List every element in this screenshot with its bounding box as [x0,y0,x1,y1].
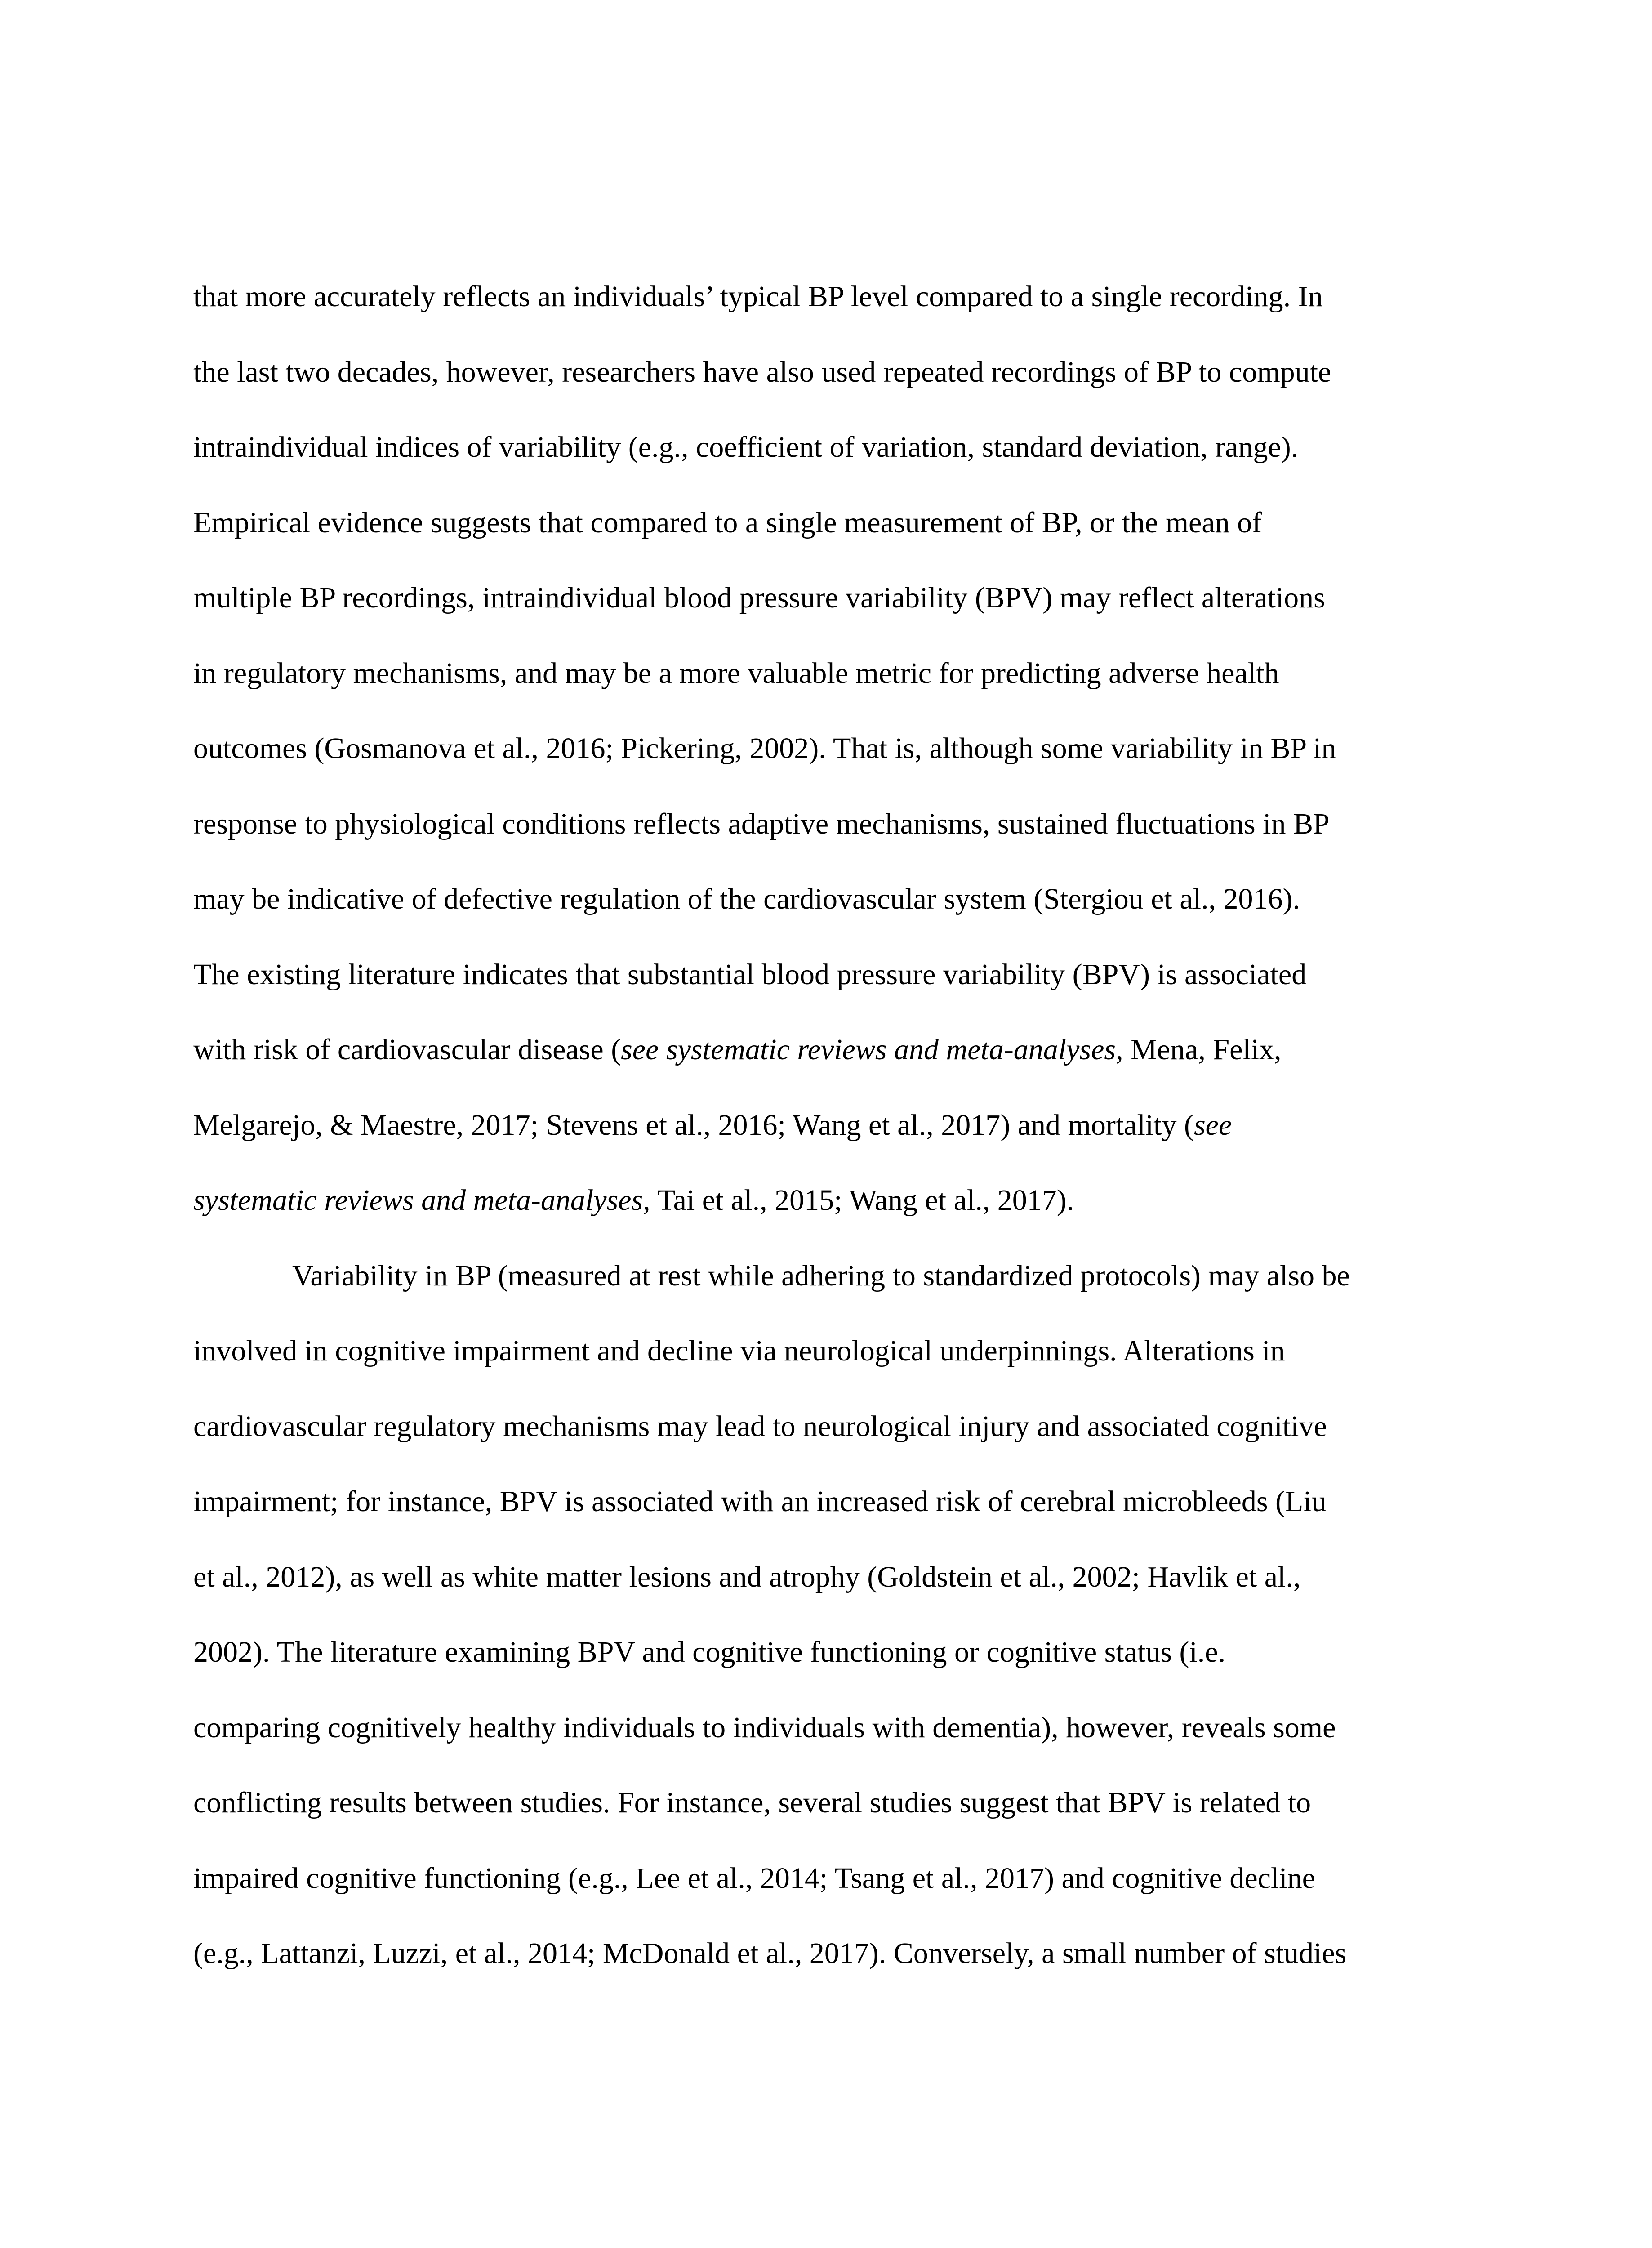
text-line [193,1936,1346,1971]
text-run: multiple BP recordings, intraindividual blood pressure variability (BPV) may reflect alterations [193,581,1325,614]
text-line [193,1032,1282,1068]
text-run: comparing cognitively healthy individuals to individuals with dementia), however, reveals some [193,1711,1336,1744]
text-line [193,1409,1327,1445]
text-run: , Mena, Felix, [1116,1033,1282,1066]
text-run: impaired cognitive functioning (e.g., Lee et al., 2014; Tsang et al., 2017) and cognitive decline [193,1861,1315,1895]
text-line [193,957,1306,993]
text-run: involved in cognitive impairment and decline via neurological underpinnings. Alterations in [193,1334,1285,1367]
text-line [193,1484,1327,1520]
text-run: intraindividual indices of variability (e.g., coefficient of variation, standard deviation, range). [193,431,1299,464]
text-run: may be indicative of defective regulation of the cardiovascular system (Stergiou et al., 2016). [193,883,1300,915]
text-run: with risk of cardiovascular disease ( [193,1033,621,1066]
text-line [193,806,1330,842]
italic-text: see systematic reviews and meta-analyses [621,1033,1116,1066]
text-line [193,1182,1074,1218]
text-line [193,1634,1225,1670]
text-line [193,1785,1311,1821]
text-line [193,731,1336,767]
text-line [193,429,1298,465]
text-line [193,1107,1232,1143]
italic-text: see [1193,1108,1232,1142]
text-run: that more accurately reflects an individuals’ typical BP level compared to a single recording. In [193,280,1323,313]
text-run: (e.g., Lattanzi, Luzzi, et al., 2014; McDonald et al., 2017). Conversely, a small number of studies [193,1937,1347,1970]
text-line [193,881,1300,917]
text-run: Melgarejo, & Maestre, 2017; Stevens et al., 2016; Wang et al., 2017) and mortality ( [193,1108,1194,1142]
text-line [193,656,1279,691]
text-run: Empirical evidence suggests that compared to a single measurement of BP, or the mean of [193,506,1262,539]
text-run: response to physiological conditions reflects adaptive mechanisms, sustained fluctuations in BP [193,807,1330,840]
text-line [193,1559,1300,1595]
text-run: outcomes (Gosmanova et al., 2016; Pickering, 2002). That is, although some variability in BP in [193,732,1336,765]
text-line [193,354,1331,390]
text-run: Variability in BP (measured at rest while adhering to standardized protocols) may also be [292,1259,1350,1292]
text-line [193,279,1323,315]
italic-text: systematic reviews and meta-analyses [193,1184,643,1217]
text-line [193,580,1325,616]
text-run: cardiovascular regulatory mechanisms may lead to neurological injury and associated cognitive [193,1409,1327,1443]
text-run: impairment; for instance, BPV is associated with an increased risk of cerebral microbleeds (Liu [193,1485,1327,1518]
text-run: et al., 2012), as well as white matter lesions and atrophy (Goldstein et al., 2002; Havlik et al., [193,1560,1301,1593]
text-run: the last two decades, however, researchers have also used repeated recordings of BP to compute [193,355,1331,388]
text-line [193,505,1262,541]
text-run: The existing literature indicates that substantial blood pressure variability (BPV) is associated [193,958,1307,991]
text-run: in regulatory mechanisms, and may be a more valuable metric for predicting adverse health [193,656,1279,690]
text-line [193,1258,1350,1294]
text-run: conflicting results between studies. For instance, several studies suggest that BPV is related to [193,1786,1311,1819]
text-line [193,1333,1285,1369]
text-run: 2002). The literature examining BPV and cognitive functioning or cognitive status (i.e. [193,1636,1226,1668]
text-line [193,1860,1315,1896]
text-run: , Tai et al., 2015; Wang et al., 2017). [643,1184,1074,1217]
text-line [193,1710,1336,1746]
